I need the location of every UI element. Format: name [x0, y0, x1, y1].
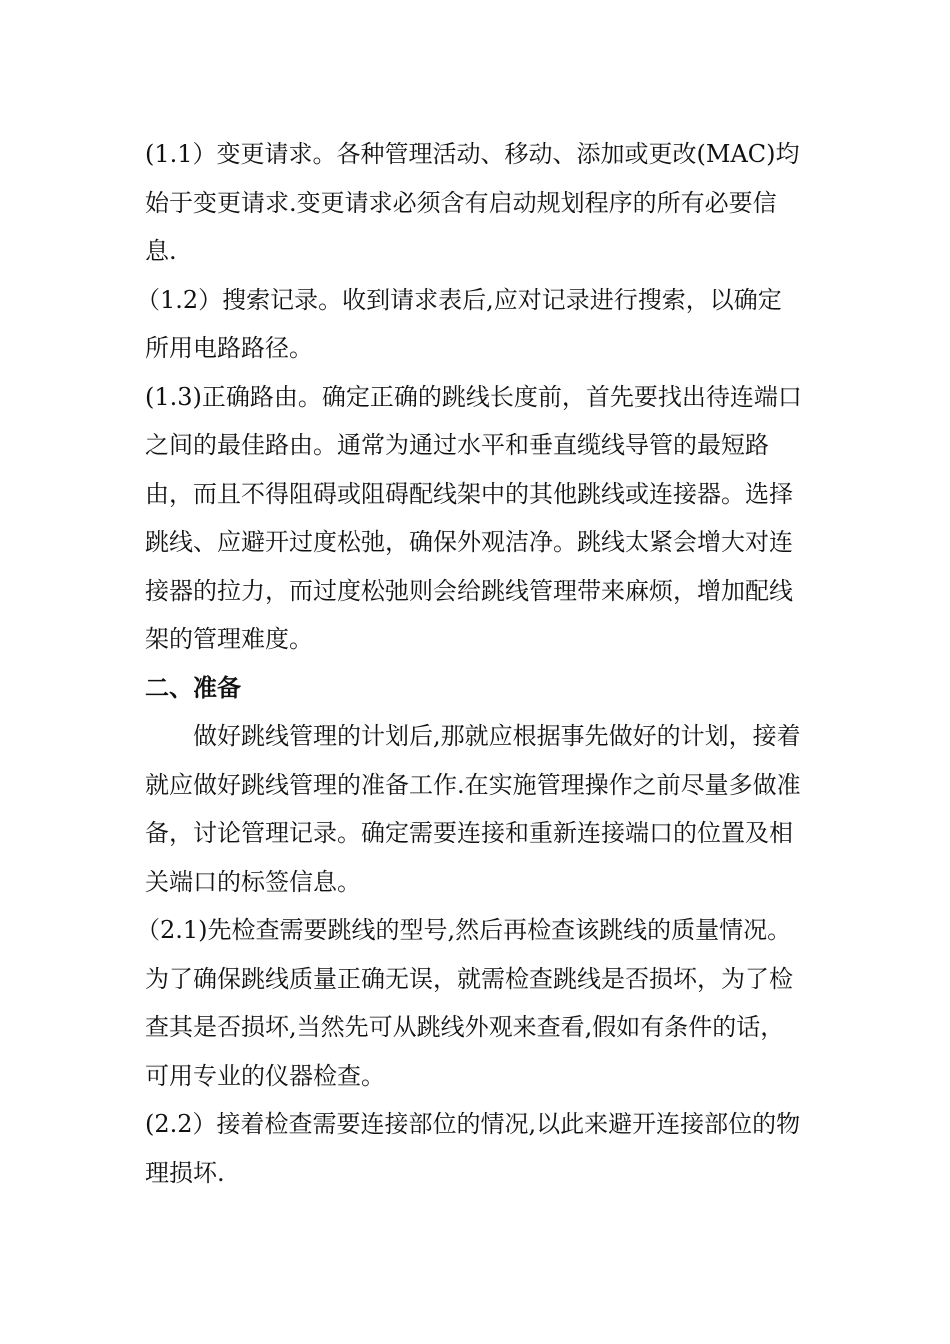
- paragraph-1-2-search-records: （1.2）搜索记录。收到请求表后,应对记录进行搜索，以确定所用电路路径。: [136, 285, 782, 362]
- paragraph-2-2-check-connection-points: (2.2）接着检查需要连接部位的情况,以此来避开连接部位的物理损坏.: [145, 1110, 801, 1187]
- paragraph-1-3-correct-routing: (1.3)正确路由。确定正确的跳线长度前，首先要找出待连端口之间的最佳路由。通常为通过水平和垂直缆线导管的最短路由，而且不得阻碍或阻碍配线架中的其他跳线或连接器。选择跳线、应避开过度松弛，确保外观洁净。跳线太紧会增大对连接器的拉力，而过度松弛则会给跳线管理带来麻烦，增加配线架的管理难度。: [145, 382, 802, 653]
- paragraph-2-1-check-patch-cord: （2.1)先检查需要跳线的型号,然后再检查该跳线的质量情况。为了确保跳线质量正确无误，就需检查跳线是否损坏，为了检查其是否损坏,当然先可从跳线外观来查看,假如有条件的话，可用专业的仪器检查。: [136, 916, 793, 1090]
- paragraph-preparation-intro: 做好跳线管理的计划后,那就应根据事先做好的计划，接着就应做好跳线管理的准备工作.在实施管理操作之前尽量多做准备，讨论管理记录。确定需要连接和重新连接端口的位置及相关端口的标签信息。: [145, 722, 801, 896]
- document-body: [136, 130, 805, 1197]
- section-heading-preparation: 二、准备: [145, 673, 241, 702]
- paragraph-1-1-change-request: (1.1）变更请求。各种管理活动、移动、添加或更改(MAC)均始于变更请求.变更请求必须含有启动规划程序的所有必要信息.: [145, 140, 800, 265]
